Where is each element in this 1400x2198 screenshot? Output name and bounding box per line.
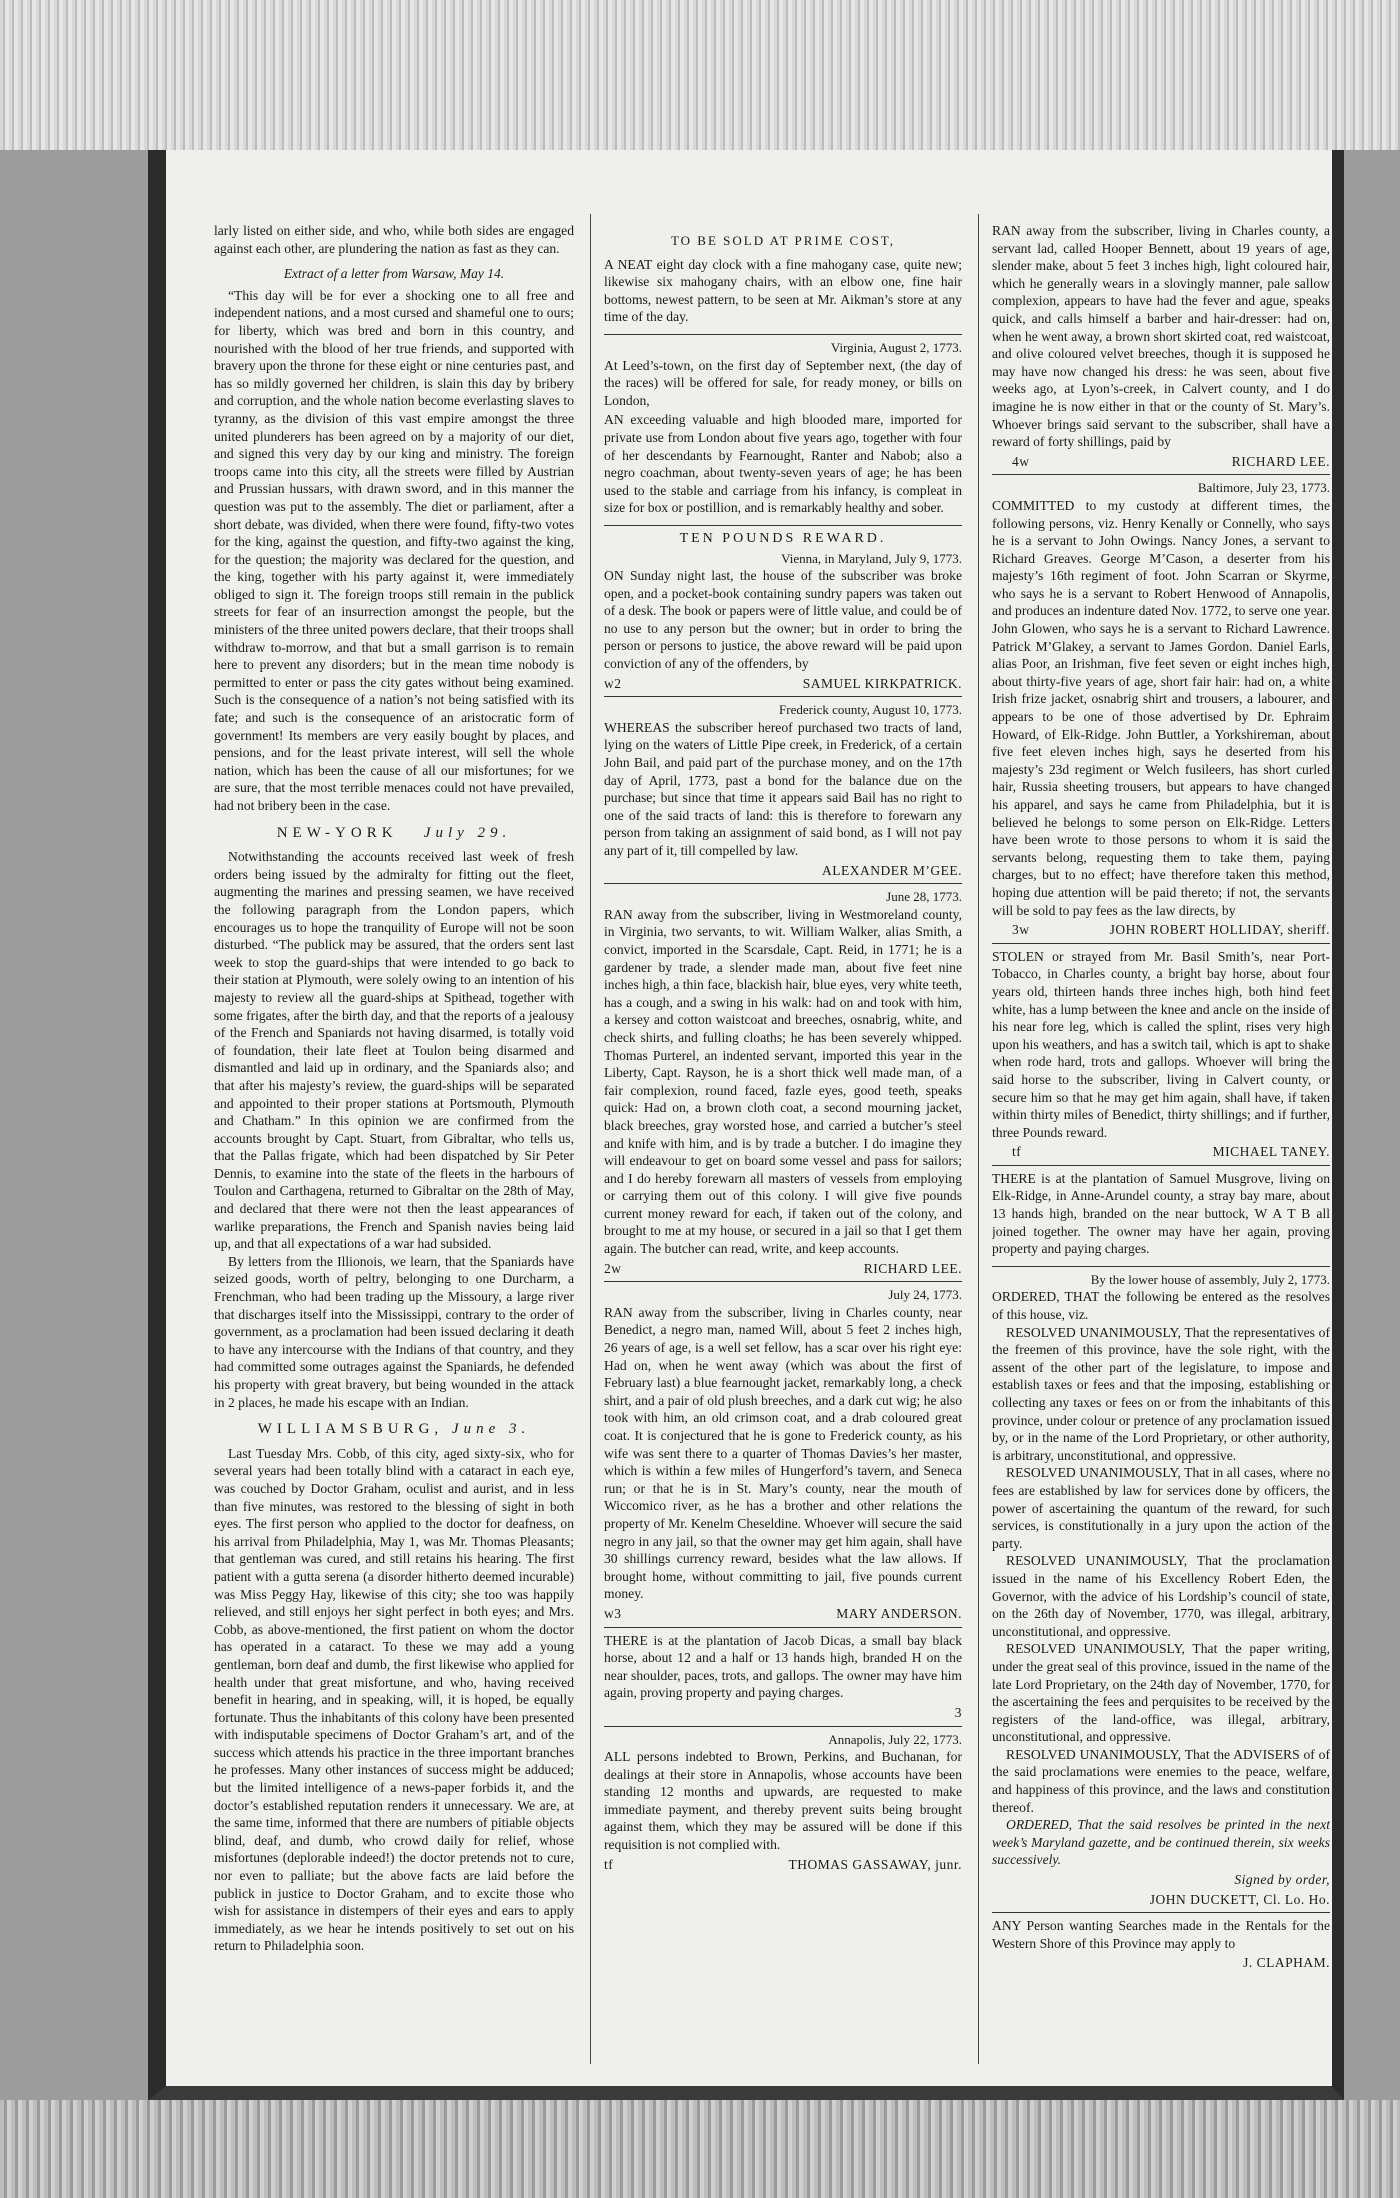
- newspaper-page: [148, 150, 1344, 2100]
- resolve-5: RESOLVED UNANIMOUSLY, That the ADVISERS of of the said proclamations were enemies to the peace, welfare, and happiness of this province, and the laws and constitution thereof.: [992, 1746, 1330, 1815]
- dicas-horse-ad: THERE is at the plantation of Jacob Dicas, a small bay black horse, about 12 and a half or 13 hands high, branded H on the near shoulder, paces, trots, and gallops. The owner may have him again, proving property and paying charges.: [604, 1632, 962, 1701]
- westmoreland-dateline: June 28, 1773.: [886, 889, 962, 905]
- ad-divider: [604, 334, 962, 335]
- lee-code: 2w: [604, 1260, 622, 1276]
- ad-divider: [992, 474, 1330, 475]
- clapham-ad: ANY Person wanting Searches made in the Rentals for the Western Shore of this Province may apply to: [992, 1918, 1330, 1951]
- williamsburg-date: June 3.: [451, 1421, 531, 1438]
- reward-dateline: Vienna, in Maryland, July 9, 1773.: [781, 550, 962, 566]
- warsaw-article: “This day will be for ever a shocking one to all free and independent nations, and a most cursed and shameful one to ours; for liberty, which was bred and born in this country, and nourished with the blood of her true friends, and supported with bravery upon the throne for these eight or nine centuries past, and has so mildly governed her children, is slain this day by bribery and corruption, and the whole nation become everlasting slaves to tyranny, as the division of this vast empire amongst the three united plunderers has been agreed on by a majority of our diet, and signed this very day by our king and ministry. The foreign troops came into this city, all the streets were filled by Austrian and Prussian hussars, with drawn sword, and in this manner the question was put to the assembly. The diet or parliament, after a short debate, was divided, when there were found, fifty-two votes for the king, against the question, and fifty-two against the king, for the question; the majority was declared for the question, and the king, together with his party against it, were immediately obliged to sign it. The foreign troops still remain in the publick streets for fear of an insurrection amongst the people, but the ministers of the three united powers declare, that their troops shall withdraw to-morrow, and that but a small garrison is to remain here to prevent any disorders; but in the mean time nobody is permitted to enter or pass the city gates without being examined. Such is the consequence of a nation’s not being satisfied with its fate; and such is the consequence of an aristocratic form of government! Its members are very easily bought by places, and pensions, and for the least private interest, will sell the whole nation, which has been the cause of all our misfortunes; for we are sure, that the most terrible menaces could not have prevailed, had not bribery been in the case.: [214, 287, 574, 813]
- holliday-signature: [992, 921, 1330, 939]
- duckett-signature: JOHN DUCKETT, Cl. Lo. Ho.: [1149, 1891, 1330, 1907]
- assembly-dateline: By the lower house of assembly, July 2, 1773.: [1090, 1271, 1330, 1287]
- ad-divider: [604, 525, 962, 526]
- anderson-dateline: July 24, 1773.: [888, 1287, 962, 1303]
- holliday-signer: JOHN ROBERT HOLLIDAY, sheriff.: [1109, 922, 1330, 938]
- ordered-printing: ORDERED, That the said resolves be printed in the next week’s Maryland gazette, and be continued therein, six weeks successively.: [992, 1817, 1330, 1868]
- gassaway-signature: [604, 1856, 962, 1874]
- frederick-signature: ALEXANDER M’GEE.: [822, 862, 962, 878]
- frederick-ad: WHEREAS the subscriber hereof purchased two tracts of land, lying on the waters of Little Pipe creek, in Frederick, of a certain John Bail, and paid part of the purchase money, and on the 17th day of April, 1773, past a bond for the balance due on the purchase; but since that time it appears said Bail has no right to one of the said tracts of land: this is therefore to forewarn any person from taking an assignment of said bond, as I will not pay any part of it, till compelled by law.: [604, 719, 962, 858]
- anderson-signer: MARY ANDERSON.: [836, 1605, 962, 1621]
- lee2-signer: RICHARD LEE.: [1231, 453, 1330, 469]
- newyork-title: NEW-YORK: [276, 824, 398, 841]
- newyork-article-2: By letters from the Illionois, we learn, that the Spaniards have seized goods, worth of peltry, belonging to one Durcharm, a Frenchman, who had been trading up the Missoury, a large river that discharges itself into the Mississippi, contrary to the order of government, as a proclamation had been issued declaring it death to have any intercourse with the Indians of that country, and they had committed some outrages against the Spaniards, he defended his property with great bravery, but being wounded in the attack in 2 places, he made his escape with an Indian.: [214, 1253, 574, 1410]
- lee2-signature: [992, 453, 1330, 471]
- resolve-4: RESOLVED UNANIMOUSLY, That the paper writing, under the great seal of this province, issued in the name of the late Lord Proprietary, on the 24th day of November, 1770, for the ascertaining the fees and perquisites to be received by the registers of the land-office, was illegal, arbitrary, unconstitutional, and oppressive.: [992, 1641, 1330, 1745]
- reward-heading: TEN POUNDS REWARD.: [679, 530, 887, 546]
- scan-noise-top: [0, 0, 1400, 150]
- column-rule: [978, 214, 979, 2064]
- leeds-town-notice: At Leed’s-town, on the first day of September next, (the day of the races) will be offered for sale, for ready money, or bills on London,: [604, 357, 962, 408]
- reward-code: w2: [604, 675, 622, 691]
- reward-signer: SAMUEL KIRKPATRICK.: [802, 675, 962, 691]
- reward-ad: ON Sunday night last, the house of the subscriber was broke open, and a pocket-book containing sundry papers was taken out of a desk. The book or papers were of little value, and could be of no use to any person but the owner; but in order to bring the person or persons to justice, the above reward will be paid upon conviction of any of the offenders, by: [604, 568, 962, 672]
- gassaway-code: tf: [604, 1856, 614, 1872]
- intro-paragraph: larly listed on either side, and who, while both sides are engaged against each other, are plundering the nation as fast as they can.: [214, 223, 574, 256]
- stray-mare-ad: THERE is at the plantation of Samuel Musgrove, living on Elk-Ridge, in Anne-Arundel county, a stray bay mare, about 13 hands high, branded on the near buttock, W A T B all joined together. The owner may have her again, proving property and paying charges.: [992, 1170, 1330, 1257]
- sale-heading: TO BE SOLD AT PRIME COST,: [670, 233, 896, 248]
- gassaway-signer: THOMAS GASSAWAY, junr.: [788, 1856, 962, 1872]
- column-1: [214, 222, 574, 2062]
- frederick-dateline: Frederick county, August 10, 1773.: [779, 702, 962, 718]
- runaway-bennett-ad: RAN away from the subscriber, living in Charles county, a servant lad, called Hooper Bennett, about 19 years of age, slender make, about 5 feet 3 inches high, light coloured hair, which he generally wears in a slovingly manner, pale sallow complexion, appears to have had the fever and ague, speaks quick, and calls himself a barber and hair-dresser: had on, when he went away, a brown short skirted coat, red waistcoat, and olive coloured velvet breeches, though it is supposed he may have now changed his dress: he was seen, about five weeks ago, at Lyon’s-creek, in Calvert county, and I do imagine he is now either in that or the county of St. Mary’s. Whoever brings said servant to the subscriber, shall have a reward of forty shillings, paid by: [992, 223, 1330, 450]
- stolen-horse-ad: STOLEN or strayed from Mr. Basil Smith’s, near Port-Tobacco, in Charles county, a bright bay horse, about four years old, thirteen hands three inches high, both hind feet white, has a lump between the knee and ancle on the inside of his near fore leg, which is called the splint, rises very high upon his weathers, and has a switch tail, which is apt to shake when rode hard, trots and gallops. Whoever will bring the said horse to the subscriber, living in Calvert county, or secure him so that he may get him again, shall have, if taken within thirty miles of Benedict, thirty shillings; and if further, three Pounds reward.: [992, 948, 1330, 1140]
- williamsburg-article: Last Tuesday Mrs. Cobb, of this city, aged sixty-six, who for several years had been totally blind with a cataract in each eye, was couched by Doctor Graham, oculist and aurist, and in less than five minutes, was restored to the blessing of sight in both eyes. The first person who applied to the doctor for deafness, on his arrival from Philadelphia, May 1, was Mr. Thomas Pleasants; that gentleman was cured, and still retains his hearing. The first patient with a gutta serena (a disorder hitherto deemed incurable) was Miss Peggy Hay, likewise of this city; she too was happily relieved, and still enjoys her sight perfect in both eyes; and Mrs. Cobb, as above-mentioned, the first patient on whom the doctor has operated in a cataract. To these we may add a young gentleman, born deaf and dumb, the first likewise who applied for health under that great misfortune, and who, having received benefit in hearing, and in speaking, will, it is hoped, be equally fortunate. Thus the inhabitants of this colony have been presented with indisputable specimens of Doctor Graham’s art, and of the success which attends his practice in the three important branches he professes. Many other instances of success might be adduced; but the limited intelligence of a news-paper forbids it, and the doctor’s established reputation renders it unnecessary. We are, at the same time, informed that there are numbers of pitiable objects blind, deaf, and dumb, who crowd daily for relief, whose misfortunes (deplorable indeed!) the doctor pretends not to cure, nor even to palliate; but the above facts are laid before the publick in justice to Doctor Graham, and to excite those who wish for assistance in distempers of their eyes and ears to apply immediately, as we hear he intends positively to set out on his return to Philadelphia soon.: [214, 1445, 574, 1954]
- newyork-date: July 29.: [423, 824, 512, 841]
- column-rule: [590, 214, 591, 2064]
- newyork-heading: [214, 825, 574, 843]
- ad-divider: [604, 1726, 962, 1727]
- ad-divider: [992, 1266, 1330, 1267]
- signed-by-order: Signed by order,: [1234, 1872, 1330, 1888]
- clapham-signature: J. CLAPHAM.: [1243, 1955, 1330, 1971]
- dicas-code: 3: [954, 1704, 962, 1720]
- warsaw-heading: Extract of a letter from Warsaw, May 14.: [283, 266, 505, 282]
- taney-signer: MICHAEL TANEY.: [1212, 1144, 1330, 1160]
- mare-sale-ad: AN exceeding valuable and high blooded mare, imported for private use from London about five years ago, together with four of her descendants by Fearnought, Ranter and Nabob; also a negro coachman, about twenty-seven years of age; he has been used to the stable and carriage from his infancy, is compleat in size for box or postillion, and is remarkably healthy and sober.: [604, 412, 962, 516]
- runaway-servants-ad: RAN away from the subscriber, living in Westmoreland county, in Virginia, two servants, to wit. William Walker, alias Smith, a convict, imported in the Scarsdale, Capt. Reid, in 1771; he is a gardener by trade, a slender made man, about five feet nine inches high, a thin face, blackish hair, blue eyes, very white teeth, has a cough, and a swing in his walk: had on and took with him, a kersey and cotton waistcoat and breeches, osnabrig, white, and check shirts, and fulling cloaths; he has been severely whipped. Thomas Purterel, an indented servant, imported this year in the Liberty, Capt. Rayson, he is a short thick well made man, of a fair complexion, round faced, fazle eyes, good teeth, speaks quick: Had on, a brown cloth coat, a second mourning jacket, black breeches, gray worsted hose, and carried a butcher’s steel and knife with him, and is by trade a butcher. I do imagine they will endeavour to get on board some vessel and pass for sailors; and I do hereby forewarn all masters of vessels from employing or carrying them out of this colony. I will give five pounds current money reward for each, if taken out of the colony, and brought to me at my house, or secured in a jail so that I get them again. The butcher can read, write, and keep accounts.: [604, 906, 962, 1257]
- column-3: [992, 222, 1330, 2062]
- anderson-code: w3: [604, 1605, 622, 1621]
- ad-divider: [604, 1627, 962, 1628]
- lee2-code: 4w: [1012, 453, 1030, 469]
- clock-sale-ad: A NEAT eight day clock with a fine mahogany case, quite new; likewise six mahogany chairs, with an elbow one, fine hair bottoms, newest pattern, to be seen at Mr. Aikman’s store at any time of the day.: [604, 256, 962, 325]
- resolve-2: RESOLVED UNANIMOUSLY, That in all cases, where no fees are established by law for services done by officers, the power of ascertaining the quantum of the reward, for such services, is constitutionally in a jury upon the action of the party.: [992, 1465, 1330, 1551]
- ad-divider: [604, 1281, 962, 1282]
- column-2: [604, 222, 962, 2062]
- reward-signature: [604, 675, 962, 693]
- committed-persons-ad: COMMITTED to my custody at different times, the following persons, viz. Henry Kenally or Connelly, who says he is a servant to John Owings. Nancy Jones, a servant to Richard Greaves. George M’Cason, a deserter from his majesty’s 16th regiment of foot. John Scarran or Skyrme, who says he is a servant to Robert Henwood of Annapolis, and produces an indenture dated Nov. 1772, to serve one year. John Glowen, who says he is a servant to Richard Lawrence. Patrick M’Glakey, a servant to James Gordon. Daniel Earls, alias Poor, an Irishman, five feet seven or eight inches high, about thirty-five years of age, short fair hair: had on, a white Irish frize jacket, osnabrig shirt and trousers, a labourer, and appears to be one of those advertised by Dr. Ephraim Howard, of Elk-Ridge. John Buttler, a Yorkshireman, about five feet eleven inches high, says he deserted from his majesty’s 23d regiment or Welch fusileers, has short curled hair, Russia sheeting trousers, but appears to have changed his apparel, and says he came from Philadelphia, but it is believed he belongs to some person on Elk-Ridge. Letters have been wrote to those persons to whom it is said the servants belong, requesting them to take them, paying charges, but to no effect; have therefore taken this method, hoping due attention will be paid thereto; if not, the servants will be sold to pay fees as the law directs, by: [992, 497, 1330, 918]
- baltimore-dateline: Baltimore, July 23, 1773.: [1197, 480, 1330, 496]
- runaway-will-ad: RAN away from the subscriber, living in Charles county, near Benedict, a negro man, named Will, about 5 feet 2 inches high, 26 years of age, is a well set fellow, has a scar over his right eye: Had on, when he went away (which was about the first of February last) a blue fearnought jacket, remarkably long, a check shirt, and a pair of old plush breeches, and a dark cut wig; he also took with him, an old crimson coat, and a drab coloured great coat. It is conjectured that he is gone to Frederick county, as his wife was sent there to a quarter of Thomas Davies’s her master, which is within a few miles of Hungerford’s tavern, and Seneca run; or that he is in St. Mary’s county, near the mouth of Wiccomico river, as he has a brother and other relations the property of Mr. Kenelm Cheseldine. Whoever will secure the said negro in any jail, so that the owner may get him again, shall have 30 shillings currency reward, besides what the law allows. If brought home, without committing to jail, five pounds current money.: [604, 1304, 962, 1602]
- williamsburg-heading: [214, 1421, 574, 1439]
- resolve-3: RESOLVED UNANIMOUSLY, That the proclamation issued in the name of his Excellency Robert Eden, the Governor, with the advice of his Lordship’s council of state, on the 26th day of November, 1770, was illegal, arbitrary, unconstitutional, and oppressive.: [992, 1553, 1330, 1639]
- holliday-code: 3w: [1012, 922, 1030, 938]
- ad-divider: [604, 883, 962, 884]
- ad-divider: [992, 1912, 1330, 1913]
- ad-divider: [992, 1165, 1330, 1166]
- newyork-article: Notwithstanding the accounts received last week of fresh orders being issued by the admiralty for fitting out the fleet, augmenting the marines and pressing seamen, we have received the following paragraph from the London papers, which encourages us to hope the tranquility of Europe will not be soon disturbed. “The publick may be assured, that the orders sent last week to stop the guard-ships that were intended to go back to their station at Plymouth, were solely owing to an intention of his majesty to review all the guard-ships at Spithead, together with some frigates, after the birth day, and that the reports of a jealousy of the French and Spaniards not having disarmed, is totally void of foundation, their late fleet at Toulon being disarmed and dismantled and laid up in ordinary, and the Spaniards also; and that after his majesty’s review, the guard-ships will be separated and appointed to their proper stations at Portsmouth, Plymouth and Chatham.” In this opinion we are confirmed from the accounts brought by Capt. Stuart, from Gibraltar, who tells us, that the Pallas frigate, which had been dispatched by Sir Peter Dennis, to examine into the state of the fleets in the harbours of Toulon and Carthagena, returned to Gibraltar on the 28th of May, and declared that there were not then the least appearances of warlike preparations, the French and Spanish navies being laid up, and that all expectations of a war had subsided.: [214, 849, 574, 1252]
- taney-signature: [992, 1143, 1330, 1161]
- anderson-signature: [604, 1605, 962, 1623]
- lee-signer: RICHARD LEE.: [863, 1260, 962, 1276]
- assembly-ordered: ORDERED, THAT the following be entered as the resolves of this house, viz.: [992, 1289, 1330, 1323]
- ad-divider: [992, 943, 1330, 944]
- lee-signature: [604, 1260, 962, 1278]
- williamsburg-title: WILLIAMSBURG,: [257, 1421, 444, 1438]
- virginia-dateline: Virginia, August 2, 1773.: [830, 339, 962, 355]
- scan-noise-bottom: [0, 2100, 1400, 2198]
- resolve-1: RESOLVED UNANIMOUSLY, That the representatives of the freemen of this province, have the sole right, with the assent of the other part of the legislature, to impose and establish taxes or fees and that the imposing, establishing or collecting any taxes or fees on or from the inhabitants of this province, under colour or pretence of any proclamation issued by, or in the name of the Lord Proprietary, or other authority, is arbitrary, unconstitutional, and oppressive.: [992, 1324, 1330, 1463]
- ad-divider: [604, 696, 962, 697]
- taney-code: tf: [1012, 1144, 1022, 1160]
- annapolis-dateline: Annapolis, July 22, 1773.: [828, 1731, 962, 1747]
- brown-perkins-ad: ALL persons indebted to Brown, Perkins, and Buchanan, for dealings at their store in Annapolis, whose accounts have been standing 12 months and upwards, are requested to make immediate payment, and thereby prevent suits being brought against them, which they may be assured will be done if this requisition is not complied with.: [604, 1749, 962, 1853]
